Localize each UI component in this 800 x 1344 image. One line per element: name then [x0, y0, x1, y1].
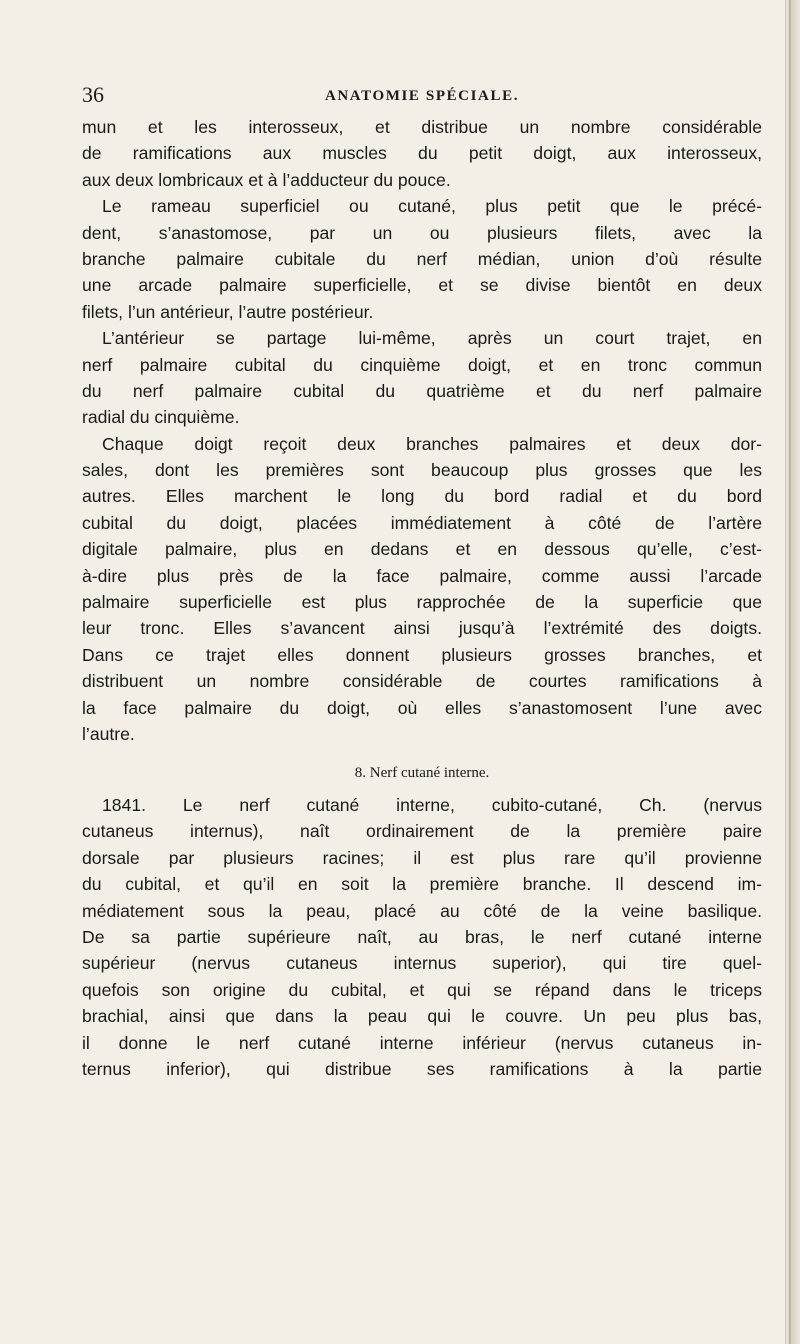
text-line: l’autre.: [82, 723, 135, 744]
page-edge: [785, 0, 800, 1344]
text-line: digitale palmaire, plus en dedans et en dessous qu’elle, c’est-: [82, 539, 762, 560]
text-line: cubital du doigt, placées immédiatement à côté de l’artère: [82, 512, 762, 533]
text-line: ternus inferior), qui distribue ses ramifications à la partie: [82, 1058, 762, 1079]
page-number: 36: [82, 82, 104, 107]
text-line: brachial, ainsi que dans la peau qui le couvre. Un peu plus bas,: [82, 1006, 762, 1027]
text-line: autres. Elles marchent le long du bord radial et du bord: [82, 486, 762, 507]
text-line: branche palmaire cubitale du nerf médian, union d’où résulte: [82, 248, 762, 269]
text-line: la face palmaire du doigt, où elles s’anastomosent l’une avec: [82, 697, 762, 718]
text-line: dent, s’anastomose, par un ou plusieurs filets, avec la: [82, 222, 762, 243]
text-line: L’antérieur se partage lui-même, après un court trajet, en: [102, 328, 762, 349]
text-line: leur tronc. Elles s’avancent ainsi jusqu’à l’extrémité des doigts.: [82, 618, 762, 639]
text-line: médiatement sous la peau, placé au côté de la veine basilique.: [82, 900, 762, 921]
text-line: de ramifications aux muscles du petit doigt, aux interosseux,: [82, 143, 762, 164]
text-line: nerf palmaire cubital du cinquième doigt, et en tronc commun: [82, 354, 762, 375]
text-line: distribuent un nombre considérable de courtes ramifications à: [82, 671, 762, 692]
text-line: radial du cinquième.: [82, 407, 240, 428]
text-line: Dans ce trajet elles donnent plusieurs grosses branches, et: [82, 644, 762, 665]
text-line: dorsale par plusieurs racines; il est plus rare qu’il provienne: [82, 847, 762, 868]
text-line: il donne le nerf cutané interne inférieur (nervus cutaneus in-: [82, 1032, 762, 1053]
text-line: une arcade palmaire superficielle, et se divise bientôt en deux: [82, 275, 762, 296]
body-text-after: [82, 792, 762, 1082]
text-line: Chaque doigt reçoit deux branches palmaires et deux dor-: [102, 433, 762, 454]
running-head: ANATOMIE SPÉCIALE.: [324, 88, 520, 104]
body-text-before: [82, 114, 762, 747]
text-line: mun et les interosseux, et distribue un nombre considérable: [82, 117, 762, 137]
text-line: cutaneus internus), naît ordinairement de la première paire: [82, 821, 762, 842]
text-line: De sa partie supérieure naît, au bras, le nerf cutané interne: [82, 926, 762, 947]
text-line: filets, l’un antérieur, l’autre postérieur.: [82, 301, 374, 322]
text-line: supérieur (nervus cutaneus internus superior), qui tire quel-: [82, 953, 762, 974]
text-line: quefois son origine du cubital, et qui se répand dans le triceps: [82, 979, 762, 1000]
text-line: palmaire superficielle est plus rapprochée de la superficie que: [82, 592, 762, 613]
page-header: [82, 80, 762, 110]
text-line: à-dire plus près de la face palmaire, comme aussi l’arcade: [82, 565, 762, 586]
text-line: du cubital, et qu’il en soit la première branche. Il descend im-: [82, 874, 762, 895]
text-line: sales, dont les premières sont beaucoup plus grosses que les: [82, 460, 762, 481]
text-line: 1841. Le nerf cutané interne, cubito-cutané, Ch. (nervus: [102, 795, 762, 815]
text-line: Le rameau superficiel ou cutané, plus petit que le précé-: [102, 196, 762, 217]
text-line: du nerf palmaire cubital du quatrième et du nerf palmaire: [82, 380, 762, 401]
text-line: aux deux lombricaux et à l’adducteur du pouce.: [82, 169, 451, 190]
section-title: 8. Nerf cutané interne.: [354, 765, 490, 781]
